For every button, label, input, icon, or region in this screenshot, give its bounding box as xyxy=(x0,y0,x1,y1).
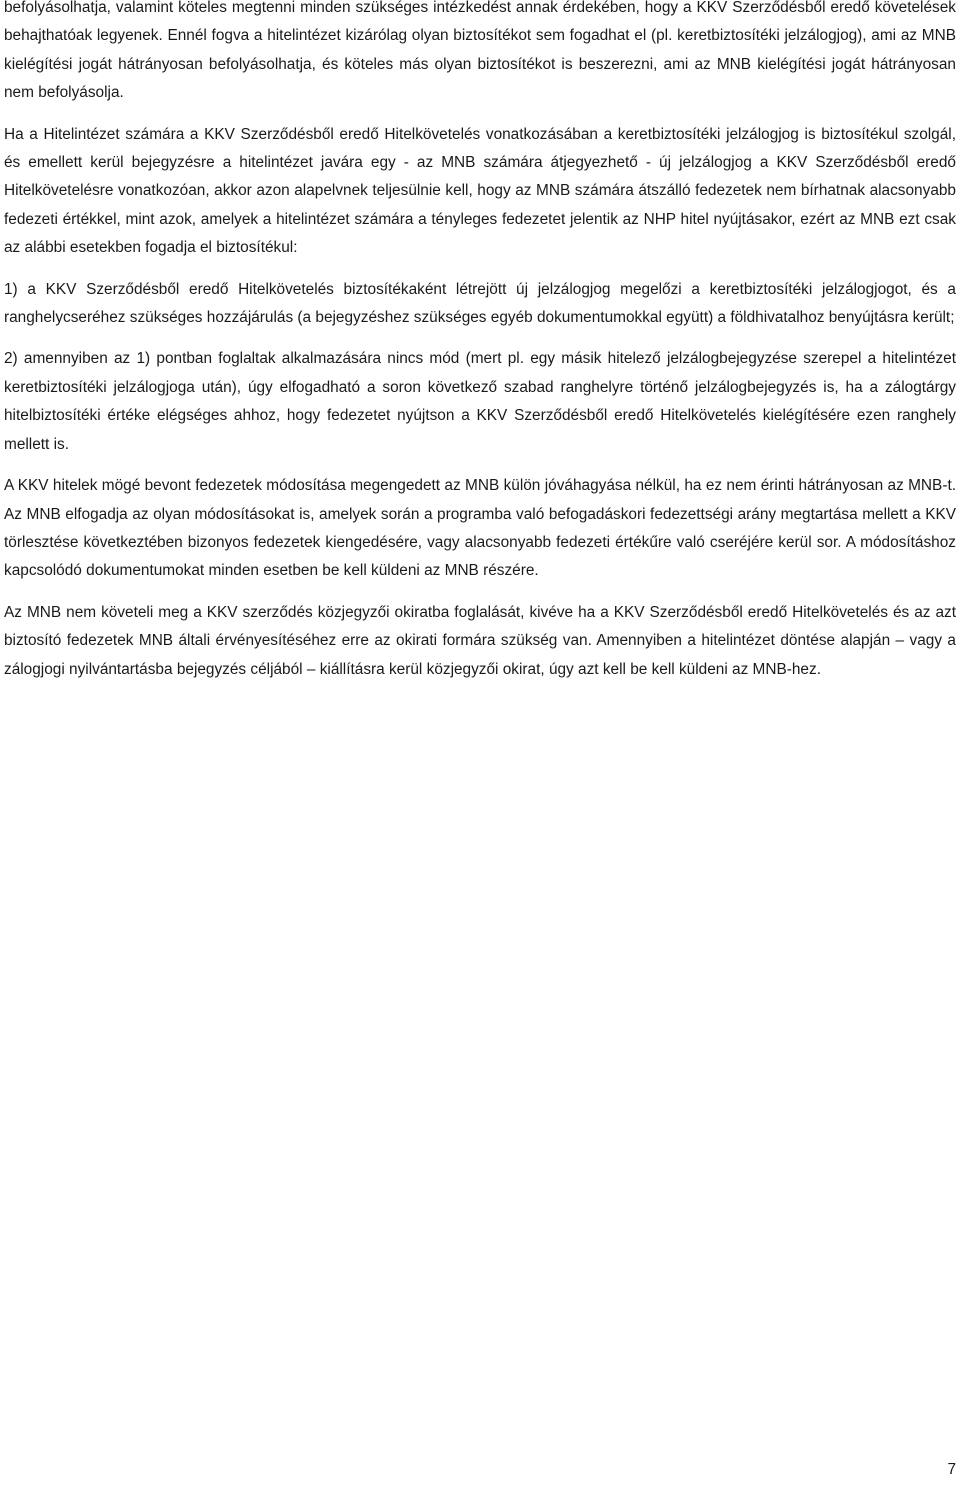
paragraph-framework-mortgage: Ha a Hitelintézet számára a KKV Szerződésből eredő Hitelkövetelés vonatkozásában a keretbiztosítéki jelzálogjog is biztosítékul szolgál, és emellett kerül bejegyzésre a hitelintézet javára egy - az MNB számára átjegyezhető - új jelzálogjog a KKV Szerződésből eredő Hitelkövetelésre vonatkozóan, akkor azon alapelvnek teljesülnie kell, hogy az MNB számára átszálló fedezetek nem bírhatnak alacsonyabb fedezeti értékkel, mint azok, amelyek a hitelintézet számára a tényleges fedezetet jelentik az NHP hitel nyújtásakor, ezért az MNB ezt csak az alábbi esetekben fogadja el biztosítékul: xyxy=(4,125,956,257)
paragraph-condition-1: 1) a KKV Szerződésből eredő Hitelkövetelés biztosítékaként létrejött új jelzálogjog megelőzi a keretbiztosítéki jelzálogjogot, és a ranghelycseréhez szükséges hozzájárulás (a bejegyzéshez szükséges egyéb dokumentumokkal együtt) a földhivatalhoz benyújtásra került; xyxy=(4,280,956,327)
paragraph-condition-2: 2) amennyiben az 1) pontban foglaltak alkalmazására nincs mód (mert pl. egy másik hitelező jelzálogbejegyzése szerepel a hitelintézet keretbiztosítéki jelzálogjoga után), úgy elfogadható a soron következő szabad ranghelyre történő jelzálogbejegyzés is, ha a zálogtárgy hitelbiztosítéki értéke elégséges ahhoz, hogy fedezetet nyújtson a KKV Szerződésből eredő Hitelkövetelés kielégítésére ezen ranghely mellett is. xyxy=(4,350,956,453)
page-number: 7 xyxy=(947,1461,956,1478)
document-page xyxy=(4,0,956,684)
paragraph-collateral-obligations: befolyásolhatja, valamint köteles megtenni minden szükséges intézkedést annak érdekében, hogy a KKV Szerződésből eredő követelések behajthatóak legyenek. Ennél fogva a hitelintézet kizárólag olyan biztosítékot sem fogadhat el (pl. keretbiztosítéki jelzálogjog), ami az MNB kielégítési jogát hátrányosan befolyásolhatja, és köteles más olyan biztosítékot is beszerezni, ami az MNB kielégítési jogát hátrányosan nem befolyásolja. xyxy=(4,0,956,102)
paragraph-collateral-modification: A KKV hitelek mögé bevont fedezetek módosítása megengedett az MNB külön jóváhagyása nélkül, ha ez nem érinti hátrányosan az MNB-t. Az MNB elfogadja az olyan módosításokat is, amelyek során a programba való befogadáskori fedezettségi arány megtartása mellett a KKV törlesztése következtében bizonyos fedezetek kiengedésére, vagy alacsonyabb fedezeti értékűre való cseréjére kerül sor. A módosításhoz kapcsolódó dokumentumokat minden esetben be kell küldeni az MNB részére. xyxy=(4,477,956,580)
paragraph-notarial-deed: Az MNB nem követeli meg a KKV szerződés közjegyzői okiratba foglalását, kivéve ha a KKV Szerződésből eredő Hitelkövetelés és az azt biztosító fedezetek MNB általi érvényesítéséhez erre az okirati formára szükség van. Amennyiben a hitelintézet döntése alapján – vagy a zálogjogi nyilvántartásba bejegyzés céljából – kiállításra kerül közjegyzői okirat, úgy azt kell be kell küldeni az MNB-hez. xyxy=(4,603,956,678)
